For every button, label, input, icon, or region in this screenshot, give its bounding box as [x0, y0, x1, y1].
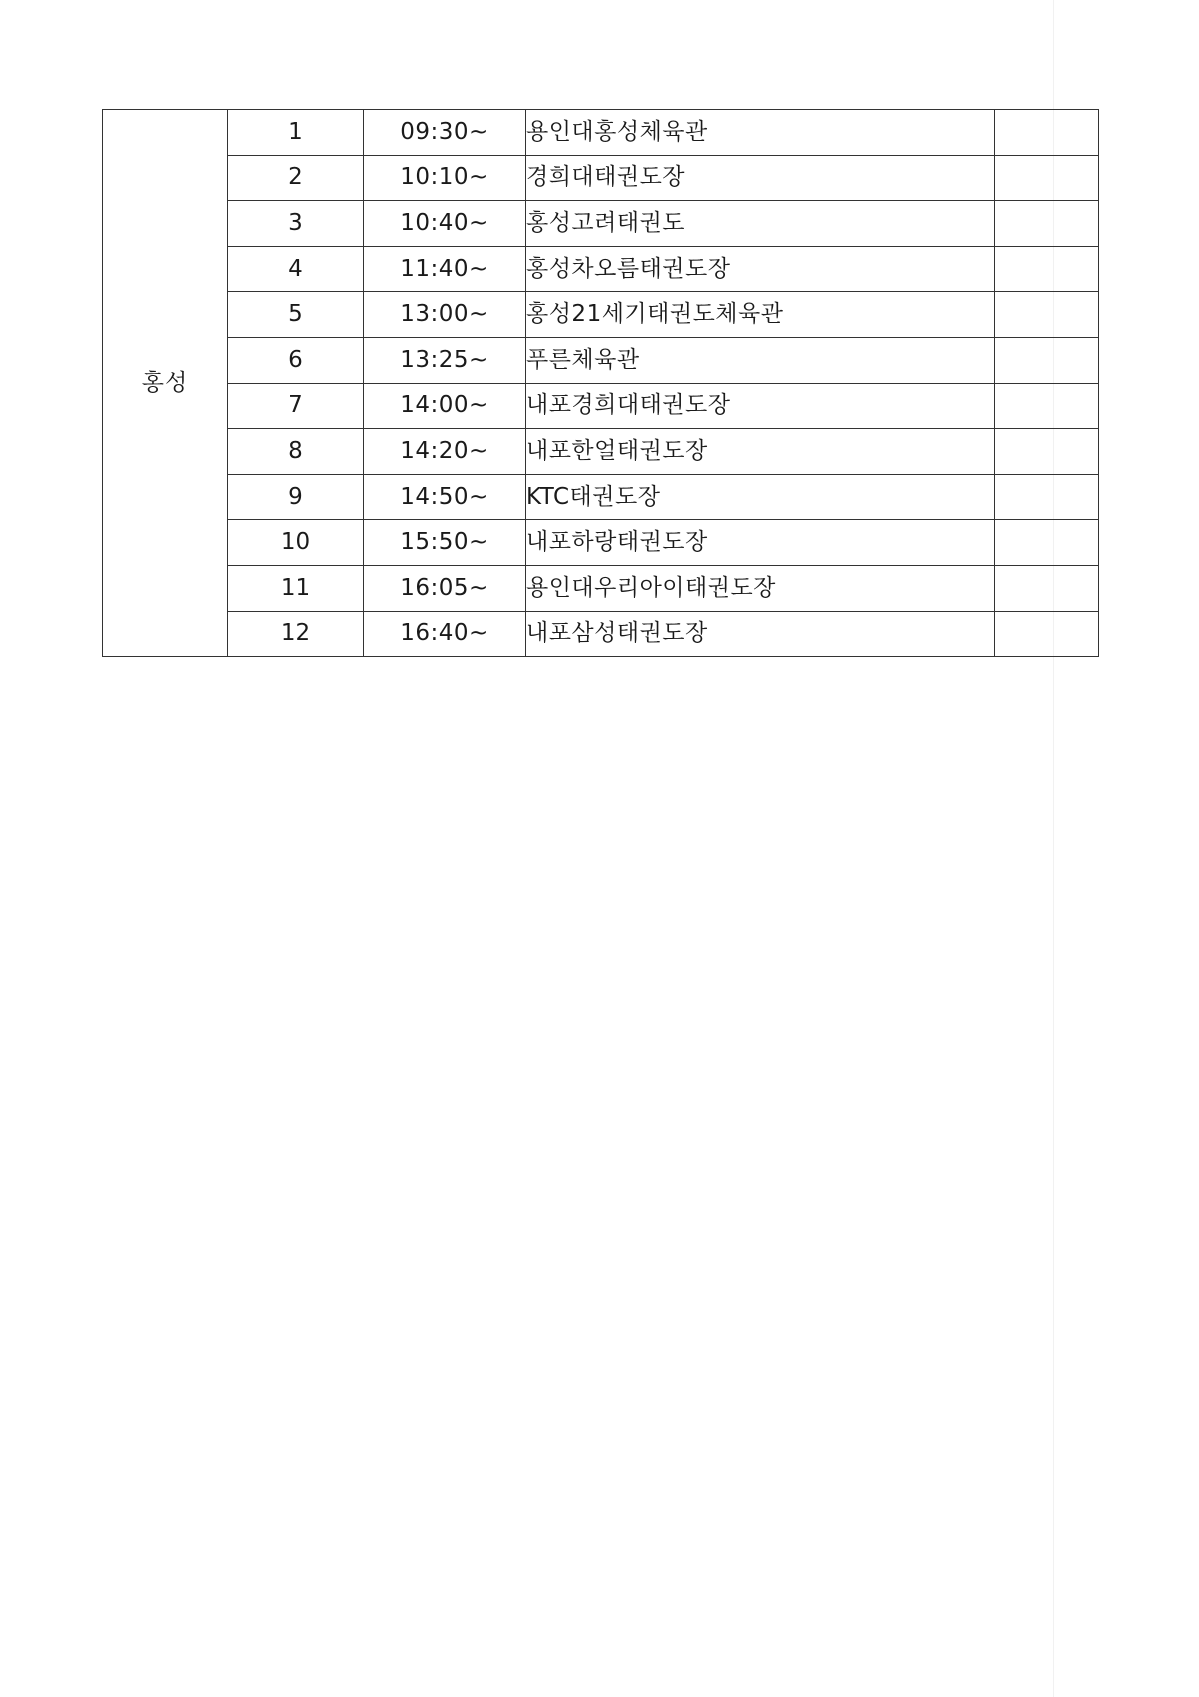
note-cell [995, 155, 1099, 201]
note-cell [995, 337, 1099, 383]
note-cell [995, 565, 1099, 611]
row-number: 1 [228, 110, 364, 156]
table-row [103, 565, 1099, 611]
visit-time: 13:00~ [364, 292, 526, 338]
visit-time: 15:50~ [364, 520, 526, 566]
venue-name: KTC태권도장 [526, 474, 995, 520]
table-row [103, 383, 1099, 429]
visit-time: 14:00~ [364, 383, 526, 429]
visit-time: 10:40~ [364, 201, 526, 247]
note-cell [995, 520, 1099, 566]
venue-name: 내포경희대태권도장 [526, 383, 995, 429]
venue-name: 홍성차오름태권도장 [526, 246, 995, 292]
note-cell [995, 429, 1099, 475]
note-cell [995, 246, 1099, 292]
row-number: 6 [228, 337, 364, 383]
venue-name: 경희대태권도장 [526, 155, 995, 201]
venue-name: 홍성21세기태권도체육관 [526, 292, 995, 338]
table-row [103, 429, 1099, 475]
visit-time: 16:40~ [364, 611, 526, 657]
note-cell [995, 383, 1099, 429]
visit-time: 13:25~ [364, 337, 526, 383]
visit-time: 14:20~ [364, 429, 526, 475]
row-number: 11 [228, 565, 364, 611]
venue-name: 홍성고려태권도 [526, 201, 995, 247]
venue-name: 용인대우리아이태권도장 [526, 565, 995, 611]
table-row [103, 474, 1099, 520]
visit-time: 14:50~ [364, 474, 526, 520]
row-number: 9 [228, 474, 364, 520]
venue-name: 내포한얼태권도장 [526, 429, 995, 475]
venue-name: 내포하랑태권도장 [526, 520, 995, 566]
row-number: 12 [228, 611, 364, 657]
table-row [103, 201, 1099, 247]
row-number: 10 [228, 520, 364, 566]
row-number: 8 [228, 429, 364, 475]
schedule-table [102, 109, 1099, 657]
note-cell [995, 201, 1099, 247]
row-number: 5 [228, 292, 364, 338]
row-number: 3 [228, 201, 364, 247]
schedule-table-body [103, 110, 1099, 657]
visit-time: 09:30~ [364, 110, 526, 156]
visit-time: 16:05~ [364, 565, 526, 611]
row-number: 4 [228, 246, 364, 292]
table-row [103, 155, 1099, 201]
venue-name: 용인대홍성체육관 [526, 110, 995, 156]
venue-name: 내포삼성태권도장 [526, 611, 995, 657]
note-cell [995, 292, 1099, 338]
row-number: 7 [228, 383, 364, 429]
visit-time: 11:40~ [364, 246, 526, 292]
table-row [103, 292, 1099, 338]
row-number: 2 [228, 155, 364, 201]
region-cell: 홍성 [103, 110, 228, 657]
visit-time: 10:10~ [364, 155, 526, 201]
table-row [103, 611, 1099, 657]
note-cell [995, 474, 1099, 520]
note-cell [995, 611, 1099, 657]
table-row [103, 520, 1099, 566]
venue-name: 푸른체육관 [526, 337, 995, 383]
table-row [103, 110, 1099, 156]
table-row [103, 246, 1099, 292]
table-row [103, 337, 1099, 383]
note-cell [995, 110, 1099, 156]
